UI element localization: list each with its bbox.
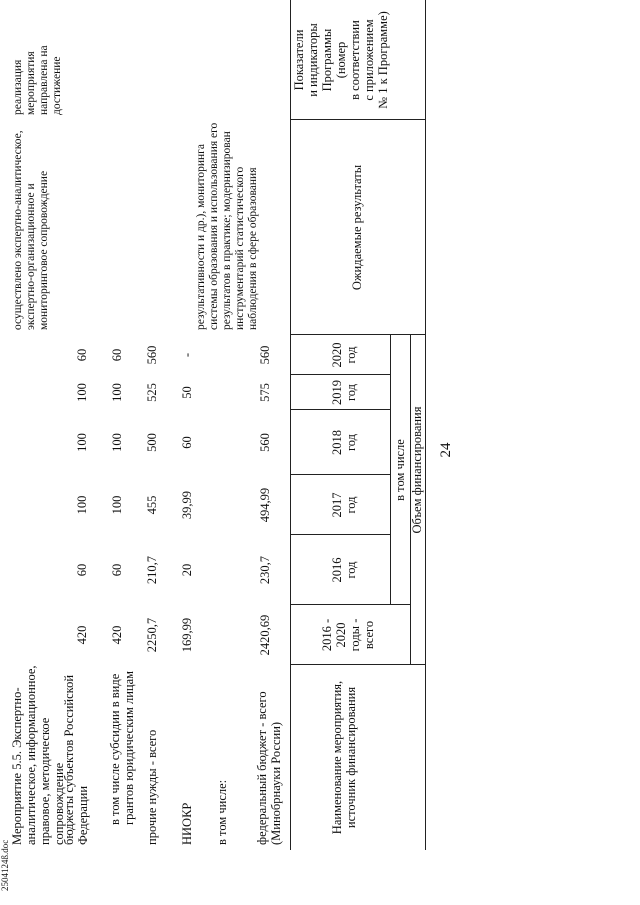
cell: 100: [75, 433, 89, 452]
cell: 169,99: [180, 617, 194, 653]
header-name: Наименование мероприятия, источник финансирования: [330, 680, 358, 835]
cell: 100: [110, 495, 124, 515]
cell: 525: [145, 383, 159, 402]
cell: 100: [75, 495, 89, 515]
cell: 420: [75, 625, 89, 645]
row-regional-name: бюджеты субъектов Российской Федерации: [62, 674, 90, 845]
header-results: Ожидаемые результаты: [350, 164, 364, 291]
results-text-2: осуществлено экспертно-аналитическое, экспертно-организационное и мониторинговое сопровождение: [12, 130, 50, 330]
header-top-line: [425, 0, 426, 850]
cell: 60: [75, 563, 89, 577]
row-subsidy-name: в том числе субсидии в виде грантов юридическим лицам: [108, 670, 136, 825]
header-volume: Объем финансирования: [410, 406, 424, 534]
page-number: 24: [438, 442, 454, 458]
cell: 60: [75, 348, 89, 362]
cell: 60: [110, 563, 124, 577]
cell: 210,7: [145, 555, 159, 585]
cell: 455: [145, 495, 159, 515]
row-measure-name: Мероприятие 5.5. Экспертно-аналитическое, информационное, правовое, методическое сопровождение: [10, 665, 66, 845]
indicators-text: реализация мероприятия направлена на достижение: [12, 45, 63, 115]
cell: 560: [258, 433, 272, 452]
cell: 500: [145, 433, 159, 452]
cell: 2250,7: [145, 617, 159, 653]
header-bottom-line: [290, 0, 291, 850]
header-2018: 2018 год: [330, 430, 358, 455]
cell: 230,7: [258, 555, 272, 585]
cell: 420: [110, 625, 124, 645]
row-federal-name: федеральный бюджет - всего (Минобрнауки России): [255, 691, 283, 845]
cell: -: [180, 352, 194, 358]
cell: 560: [258, 345, 272, 365]
cell: 2420,69: [258, 614, 272, 656]
cell: 100: [110, 383, 124, 402]
results-text-1: результативности и др.), мониторинга системы образования и использования его результатов в практике; модернизирован инструментарий статистического наблюдения в сфере образования: [195, 122, 259, 330]
doc-id: 2504124ß.doc: [0, 839, 10, 891]
header-indicators: Показатели и индикаторы Программы (номер в соответствии с приложением № 1 к Программе): [292, 11, 390, 109]
cell: 575: [258, 383, 272, 402]
cell: 20: [180, 563, 194, 577]
row-other-name: прочие нужды - всего: [145, 729, 159, 845]
cell: 560: [145, 345, 159, 365]
cell: 50: [180, 386, 194, 399]
header-2016: 2016 год: [330, 557, 358, 583]
header-total: 2016 - 2020 годы - всего: [320, 618, 376, 652]
cell: 60: [110, 348, 124, 362]
row-incl-name: в том числе:: [215, 779, 229, 845]
cell: 39,99: [180, 490, 194, 520]
cell: 100: [110, 433, 124, 452]
row-niokr-name: НИОКР: [180, 802, 194, 845]
header-incl: в том числе: [393, 439, 407, 501]
header-2020: 2020 год: [330, 342, 358, 368]
incl-divider: [390, 335, 391, 605]
header-2019: 2019 год: [330, 380, 358, 405]
cell: 60: [180, 436, 194, 449]
cell: 100: [75, 383, 89, 402]
header-2017: 2017 год: [330, 492, 358, 518]
cell: 494,99: [258, 487, 272, 523]
